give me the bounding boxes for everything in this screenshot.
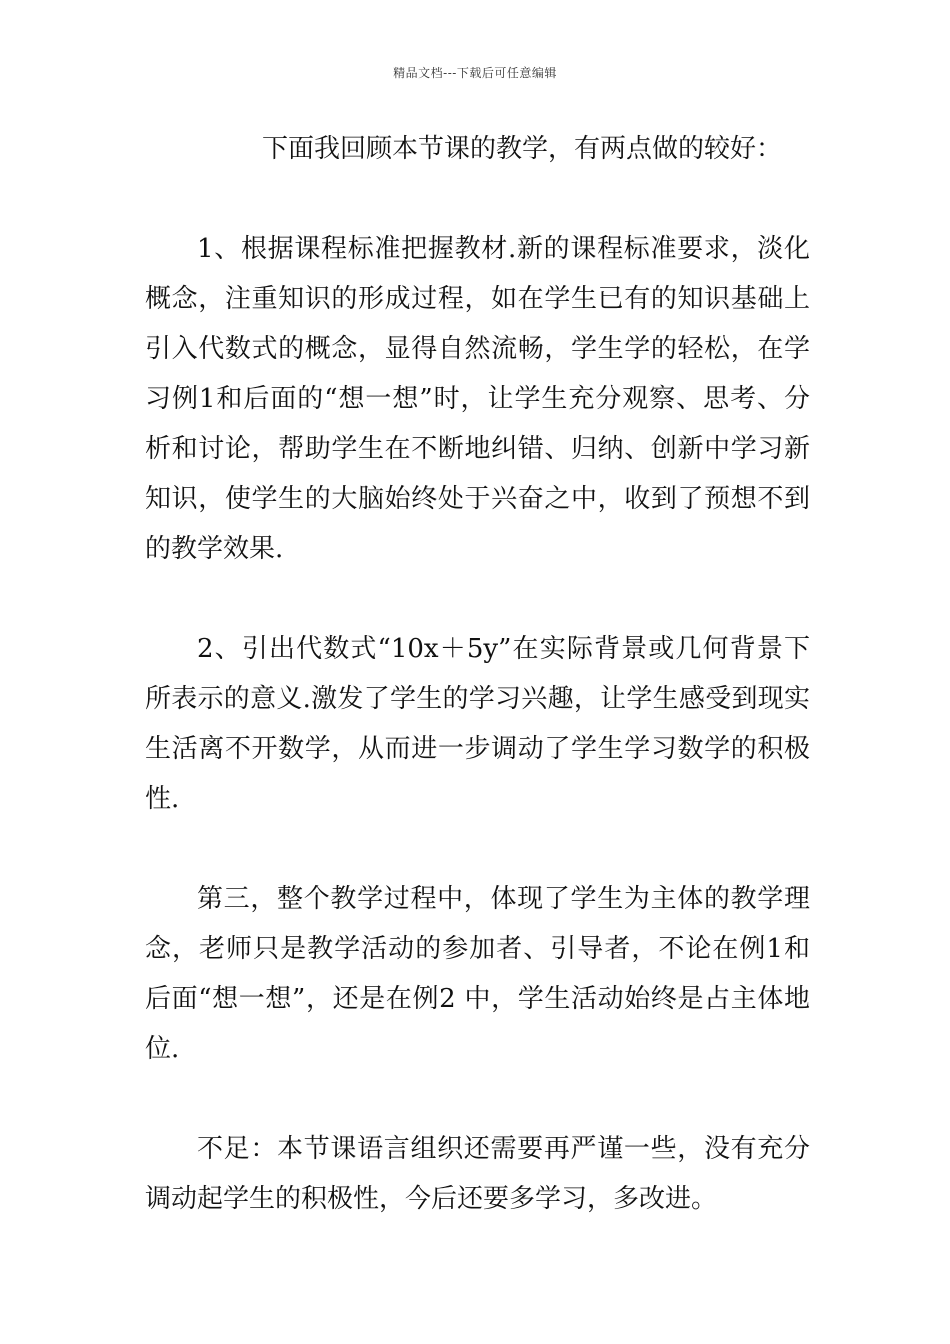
paragraph-gap — [145, 824, 810, 874]
paragraph-gap — [145, 574, 810, 624]
paragraph-gap — [145, 1074, 810, 1124]
paragraph-point-2: 2、引出代数式“10x＋5y”在实际背景或几何背景下所表示的意义.激发了学生的学习兴趣，让学生感受到现实生活离不开数学，从而进一步调动了学生学习数学的积极性. — [145, 634, 810, 814]
paragraph-point-1: 1、根据课程标准把握教材.新的课程标准要求，淡化概念，注重知识的形成过程，如在学生已有的知识基础上引入代数式的概念，显得自然流畅，学生学的轻松，在学习例1和后面的“想一想”时，让学生充分观察、思考、分析和讨论，帮助学生在不断地纠错、归纳、创新中学习新知识，使学生的大脑始终处于兴奋之中，收到了预想不到的教学效果. — [145, 234, 810, 564]
paragraph-point-3: 第三，整个教学过程中，体现了学生为主体的教学理念，老师只是教学活动的参加者、引导者，不论在例1和后面“想一想”，还是在例2 中，学生活动始终是占主体地位. — [145, 884, 810, 1064]
paragraph-intro: 下面我回顾本节课的教学，有两点做的较好： — [262, 134, 783, 164]
paragraph-gap — [145, 174, 810, 224]
paragraph-shortcomings: 不足：本节课语言组织还需要再严谨一些，没有充分调动起学生的积极性，今后还要多学习，多改进。 — [145, 1134, 810, 1214]
page-header: 精品文档---下载后可任意编辑 — [393, 66, 557, 80]
document-body — [145, 124, 810, 1224]
